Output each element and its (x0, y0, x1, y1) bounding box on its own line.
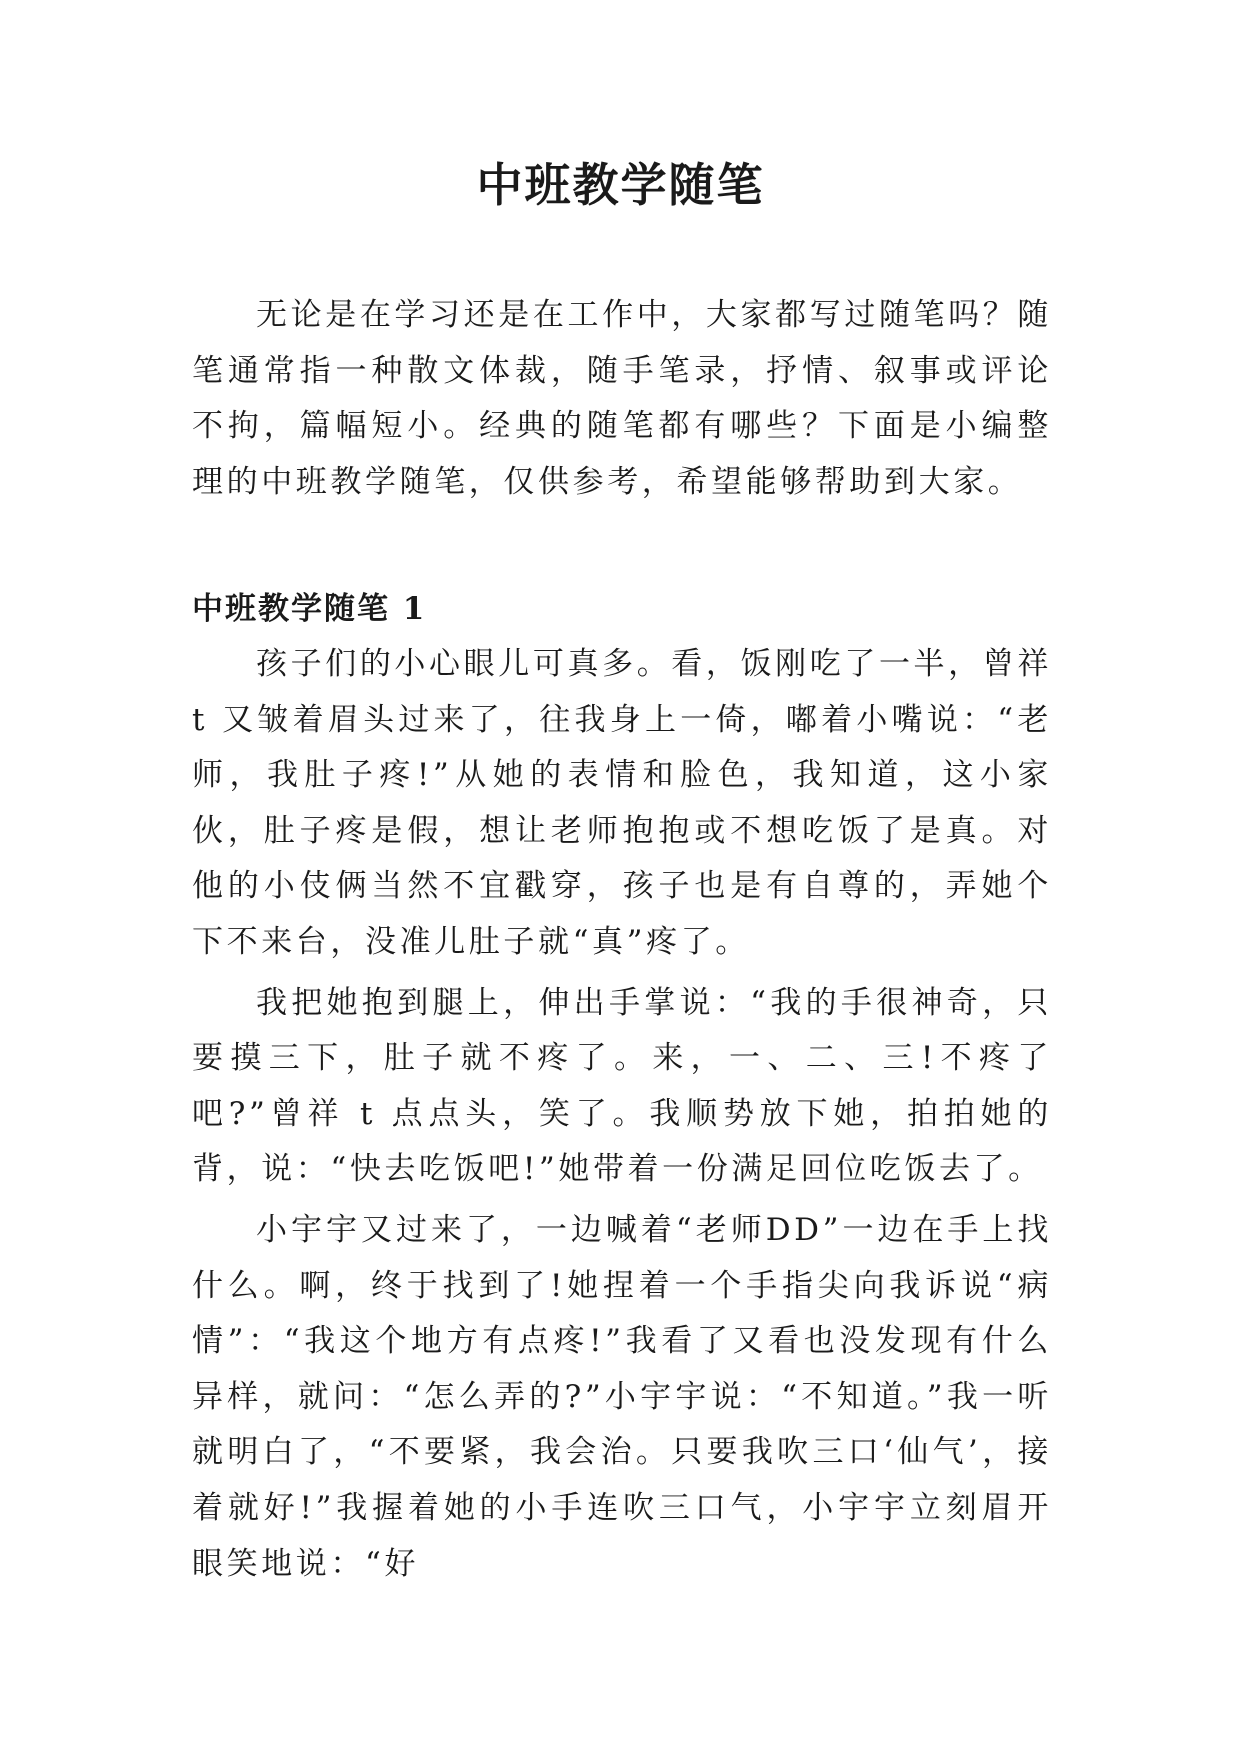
intro-paragraph: 无论是在学习还是在工作中，大家都写过随笔吗？随笔通常指一种散文体裁，随手笔录，抒情、叙事或评论不拘，篇幅短小。经典的随笔都有哪些？下面是小编整理的中班教学随笔，仅供参考，希望能够帮助到大家。 (192, 297, 1052, 500)
body-paragraph-3: 小宇宇又过来了，一边喊着“老师DD”一边在手上找什么。啊，终于找到了!她捏着一个手指尖向我诉说“病情”：“我这个地方有点疼!”我看了又看也没发现有什么异样，就问：“怎么弄的?”小宇宇说：“不知道。”我一听就明白了，“不要紧，我会治。只要我吹三口‘仙气’，接着就好!”我握着她的小手连吹三口气，小宇宇立刻眉开眼笑地说：“好 (192, 1211, 1052, 1582)
section-heading: 中班教学随笔 1 (192, 591, 427, 627)
section-body (192, 637, 1052, 1597)
body-paragraph-1: 孩子们的小心眼儿可真多。看，饭刚吃了一半，曾祥 t 又皱着眉头过来了，往我身上一倚，嘟着小嘴说：“老师，我肚子疼!”从她的表情和脸色，我知道，这小家伙，肚子疼是假，想让老师抱抱或不想吃饭了是真。对他的小伎俩当然不宜戳穿，孩子也是有自尊的，弄她个下不来台，没准儿肚子就“真”疼了。 (192, 646, 1052, 960)
body-paragraph-2: 我把她抱到腿上，伸出手掌说：“我的手很神奇，只要摸三下，肚子就不疼了。来，一、二、三!不疼了吧?”曾祥 t 点点头，笑了。我顺势放下她，拍拍她的背，说：“快去吃饭吧!”她带着一份满足回位吃饭去了。 (192, 984, 1052, 1188)
document-title: 中班教学随笔 (476, 158, 765, 212)
